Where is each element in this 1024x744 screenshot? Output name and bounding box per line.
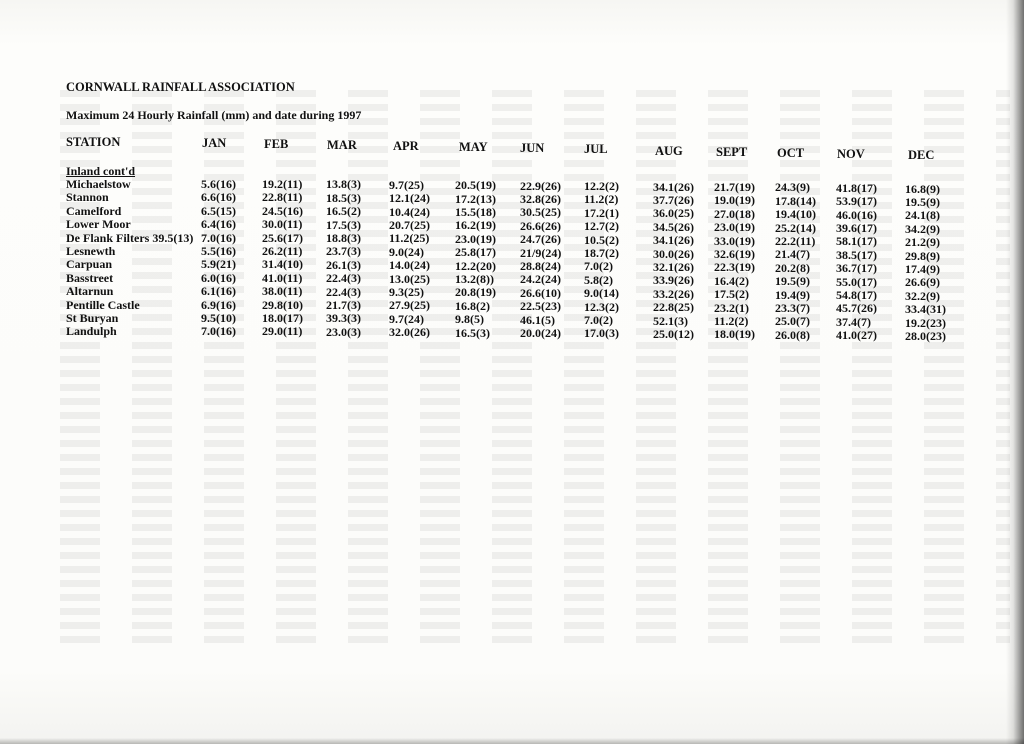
rainfall-cell: 9.8(5) xyxy=(455,312,484,327)
rainfall-cell: 13.0(25) xyxy=(389,271,430,286)
rainfall-cell: 24.7(26) xyxy=(520,232,561,247)
rainfall-cell: 23.3(7) xyxy=(775,301,810,315)
rainfall-cell: 13.2(8)) xyxy=(455,272,494,286)
rainfall-cell: 18.0(17) xyxy=(262,311,303,325)
rainfall-cell: 20.8(19) xyxy=(455,285,496,300)
rainfall-cell: 55.0(17) xyxy=(836,274,877,289)
rainfall-cell: 15.5(18) xyxy=(455,205,496,219)
rainfall-cell: 12.7(2) xyxy=(584,219,619,234)
rainfall-cell: 32.2(9) xyxy=(905,288,940,303)
rainfall-cell: 20.5(19) xyxy=(455,178,496,193)
rainfall-cell: 21.4(7) xyxy=(775,247,810,262)
rainfall-cell: 17.0(3) xyxy=(584,326,619,341)
rainfall-cell: 21.2(9) xyxy=(905,235,940,250)
rainfall-cell: 23.2(1) xyxy=(714,300,749,315)
rainfall-cell: 22.8(11) xyxy=(262,190,303,205)
rainfall-cell: 29.8(10) xyxy=(262,297,303,312)
rainfall-cell: 36.0(25) xyxy=(653,206,694,221)
rainfall-cell: 5.9(21) xyxy=(201,257,236,272)
rainfall-cell: 37.7(26) xyxy=(653,193,694,207)
month-header-oct: OCT xyxy=(777,146,805,160)
rainfall-cell: 34.1(26) xyxy=(653,233,694,248)
station-name: Michaelstow xyxy=(66,177,131,191)
rainfall-cell: 23.0(19) xyxy=(455,231,496,246)
rainfall-cell: 14.0(24) xyxy=(389,258,430,273)
rainfall-cell: 16.8(9) xyxy=(905,181,940,196)
rainfall-cell: 37.4(7) xyxy=(836,314,871,329)
rainfall-cell: 12.2(20) xyxy=(455,258,496,273)
rainfall-cell: 33.9(26) xyxy=(653,273,694,288)
rainfall-cell: 32.1(26) xyxy=(653,260,694,274)
rainfall-cell: 19.5(9) xyxy=(905,195,940,209)
month-header-feb: FEB xyxy=(264,137,289,151)
rainfall-cell: 13.8(3) xyxy=(326,177,361,192)
rainfall-cell: 5.5(16) xyxy=(201,244,236,258)
rainfall-cell: 23.0(19) xyxy=(714,220,755,235)
station-name: Carpuan xyxy=(66,257,113,272)
rainfall-cell: 16.5(2) xyxy=(326,204,361,219)
rainfall-cell: 46.0(16) xyxy=(836,207,877,222)
rainfall-cell: 39.3(3) xyxy=(326,311,361,326)
rainfall-cell: 9.5(10) xyxy=(201,311,236,325)
rainfall-cell: 34.2(9) xyxy=(905,221,940,236)
rainfall-cell: 34.1(26) xyxy=(653,179,694,194)
rainfall-cell: 19.2(23) xyxy=(905,315,946,330)
station-name: Landulph xyxy=(66,324,117,339)
rainfall-cell: 9.7(24) xyxy=(389,311,424,326)
report-subtitle: Maximum 24 Hourly Rainfall (mm) and date during 1997 xyxy=(66,108,362,122)
rainfall-cell: 6.4(16) xyxy=(201,217,236,232)
rainfall-cell: 7.0(2) xyxy=(584,313,613,327)
month-header-jan: JAN xyxy=(202,136,227,150)
rainfall-cell: 24.5(16) xyxy=(262,203,303,218)
rainfall-cell: 30.5(25) xyxy=(520,205,561,220)
station-name: Stannon xyxy=(66,190,109,205)
rainfall-cell: 9.0(24) xyxy=(389,244,424,259)
section-label: Inland cont'd xyxy=(66,164,136,178)
rainfall-cell: 19.2(11) xyxy=(262,177,303,191)
rainfall-cell: 22.5(23) xyxy=(520,299,561,314)
rainfall-cell: 25.0(12) xyxy=(653,327,694,341)
station-name: St Buryan xyxy=(66,311,119,325)
rainfall-cell: 6.6(16) xyxy=(201,190,236,205)
rainfall-cell: 19.0(19) xyxy=(714,193,755,208)
rainfall-cell: 26.0(8) xyxy=(775,327,810,342)
rainfall-cell: 53.9(17) xyxy=(836,194,877,209)
station-name: Lesnewth xyxy=(66,244,116,258)
station-name: Altarnun xyxy=(66,284,114,299)
rainfall-cell: 18.0(19) xyxy=(714,327,755,342)
month-header-jul: JUL xyxy=(584,142,608,156)
rainfall-cell: 29.0(11) xyxy=(262,324,303,339)
rainfall-cell: 16.4(2) xyxy=(714,273,749,288)
rainfall-cell: 33.0(19) xyxy=(714,233,755,248)
month-header-nov: NOV xyxy=(837,147,865,161)
station-name: Camelford xyxy=(66,203,122,218)
rainfall-cell: 32.6(19) xyxy=(714,247,755,261)
rainfall-cell: 24.1(8) xyxy=(905,208,940,223)
rainfall-cell: 10.5(2) xyxy=(584,232,619,247)
month-header-apr: APR xyxy=(393,139,419,153)
rainfall-cell: 31.4(10) xyxy=(262,257,303,272)
rainfall-cell: 9.3(25) xyxy=(389,285,424,299)
rainfall-cell: 23.0(3) xyxy=(326,324,361,339)
month-header-sept: SEPT xyxy=(716,145,748,159)
rainfall-cell: 28.8(24) xyxy=(520,259,561,273)
rainfall-cell: 17.2(13) xyxy=(455,191,496,206)
rainfall-cell: 22.4(3) xyxy=(326,271,361,286)
rainfall-cell: 5.6(16) xyxy=(201,177,236,191)
rainfall-cell: 25.2(14) xyxy=(775,220,816,235)
rainfall-cell: 7.0(16) xyxy=(201,230,236,245)
rainfall-cell: 12.3(2) xyxy=(584,299,619,314)
rainfall-cell: 20.0(24) xyxy=(520,326,561,340)
rainfall-cell: 58.1(17) xyxy=(836,234,877,249)
rainfall-cell: 12.1(24) xyxy=(389,191,430,206)
rainfall-cell: 11.2(25) xyxy=(389,231,430,246)
month-header-mar: MAR xyxy=(327,138,357,152)
rainfall-cell: 25.8(17) xyxy=(455,245,496,260)
rainfall-cell: 22.8(25) xyxy=(653,300,694,315)
rainfall-cell: 21.7(3) xyxy=(326,298,361,312)
rainfall-cell: 17.5(2) xyxy=(714,287,749,302)
rainfall-cell: 19.4(9) xyxy=(775,287,810,302)
station-name: Lower Moor xyxy=(66,217,131,232)
rainfall-cell: 20.2(8) xyxy=(775,260,810,275)
rainfall-cell: 32.0(26) xyxy=(389,325,430,340)
rainfall-cell: 36.7(17) xyxy=(836,261,877,276)
page-edge-shadow xyxy=(1006,0,1024,744)
rainfall-cell: 29.8(9) xyxy=(905,248,940,263)
rainfall-cell: 22.9(26) xyxy=(520,178,561,193)
rainfall-cell: 34.5(26) xyxy=(653,219,694,234)
rainfall-cell: 18.5(3) xyxy=(326,190,361,205)
rainfall-cell: 6.0(16) xyxy=(201,270,236,285)
rainfall-cell: 30.0(11) xyxy=(262,217,303,232)
rainfall-cell: 26.6(10) xyxy=(520,285,561,300)
rainfall-cell: 30.0(26) xyxy=(653,246,694,261)
rainfall-cell: 46.1(5) xyxy=(520,312,555,327)
rainfall-cell: 20.7(25) xyxy=(389,218,430,232)
rainfall-cell: 41.8(17) xyxy=(836,180,877,195)
rainfall-cell: 18.8(3) xyxy=(326,231,361,245)
rainfall-cell: 39.6(17) xyxy=(836,221,877,235)
rainfall-cell: 22.3(19) xyxy=(714,260,755,275)
rainfall-cell: 10.4(24) xyxy=(389,204,430,219)
rainfall-cell: 16.8(2) xyxy=(455,298,490,313)
rainfall-cell: 19.4(10) xyxy=(775,207,816,222)
rainfall-cell: 7.0(16) xyxy=(201,324,236,339)
rainfall-cell: 22.4(3) xyxy=(326,284,361,299)
rainfall-cell: 16.2(19) xyxy=(455,218,496,233)
rainfall-cell: 9.7(25) xyxy=(389,177,424,192)
organization-title: CORNWALL RAINFALL ASSOCIATION xyxy=(66,80,295,94)
bleed-through-texture xyxy=(60,90,1010,650)
rainfall-cell: 5.8(2) xyxy=(584,272,613,287)
month-header-may: MAY xyxy=(459,140,488,154)
rainfall-cell: 27.0(18) xyxy=(714,206,755,221)
rainfall-cell: 25.6(17) xyxy=(262,230,303,245)
month-header-dec: DEC xyxy=(908,148,935,162)
rainfall-cell: 19.5(9) xyxy=(775,274,810,289)
rainfall-cell: 6.5(15) xyxy=(201,203,236,218)
station-name: Basstreet xyxy=(66,270,114,285)
rainfall-cell: 12.2(2) xyxy=(584,179,619,193)
rainfall-cell: 6.9(16) xyxy=(201,297,236,312)
rainfall-cell: 27.9(25) xyxy=(389,298,430,313)
rainfall-cell: 22.2(11) xyxy=(775,234,816,248)
rainfall-cell: 38.0(11) xyxy=(262,284,303,299)
station-name: De Flank Filters 39.5(13) xyxy=(66,230,194,245)
rainfall-cell: 41.0(27) xyxy=(836,328,877,343)
rainfall-cell: 33.4(31) xyxy=(905,302,946,317)
rainfall-cell: 21/9(24) xyxy=(520,245,562,260)
rainfall-cell: 28.0(23) xyxy=(905,329,946,343)
rainfall-cell: 6.1(16) xyxy=(201,284,236,299)
month-header-aug: AUG xyxy=(655,144,683,158)
rainfall-cell: 26.6(26) xyxy=(520,218,561,233)
station-name: Pentille Castle xyxy=(66,297,140,312)
rainfall-cell: 45.7(26) xyxy=(836,301,877,316)
rainfall-cell: 18.7(2) xyxy=(584,246,619,260)
month-header-jun: JUN xyxy=(520,141,545,155)
rainfall-cell: 26.2(11) xyxy=(262,244,303,258)
rainfall-cell: 26.1(3) xyxy=(326,257,361,272)
rainfall-cell: 11.2(2) xyxy=(584,192,619,207)
rainfall-cell: 16.5(3) xyxy=(455,325,490,340)
rainfall-cell: 9.0(14) xyxy=(584,286,619,301)
station-column-header: STATION xyxy=(66,135,121,149)
rainfall-cell: 54.8(17) xyxy=(836,288,877,302)
rainfall-cell: 21.7(19) xyxy=(714,180,755,194)
page-bottom-shadow xyxy=(0,738,1024,744)
rainfall-cell: 17.4(9) xyxy=(905,262,940,276)
rainfall-cell: 17.8(14) xyxy=(775,193,816,208)
rainfall-cell: 52.1(3) xyxy=(653,313,688,328)
rainfall-cell: 7.0(2) xyxy=(584,259,613,274)
rainfall-cell: 11.2(2) xyxy=(714,314,749,328)
rainfall-cell: 24.3(9) xyxy=(775,180,810,195)
rainfall-cell: 23.7(3) xyxy=(326,244,361,259)
rainfall-cell: 24.2(24) xyxy=(520,272,561,287)
rainfall-cell: 33.2(26) xyxy=(653,286,694,301)
rainfall-cell: 17.2(1) xyxy=(584,205,619,220)
rainfall-cell: 26.6(9) xyxy=(905,275,940,290)
rainfall-cell: 25.0(7) xyxy=(775,314,810,329)
rainfall-cell: 32.8(26) xyxy=(520,192,561,206)
rainfall-cell: 41.0(11) xyxy=(262,270,303,285)
rainfall-cell: 17.5(3) xyxy=(326,217,361,232)
rainfall-cell: 38.5(17) xyxy=(836,247,877,262)
